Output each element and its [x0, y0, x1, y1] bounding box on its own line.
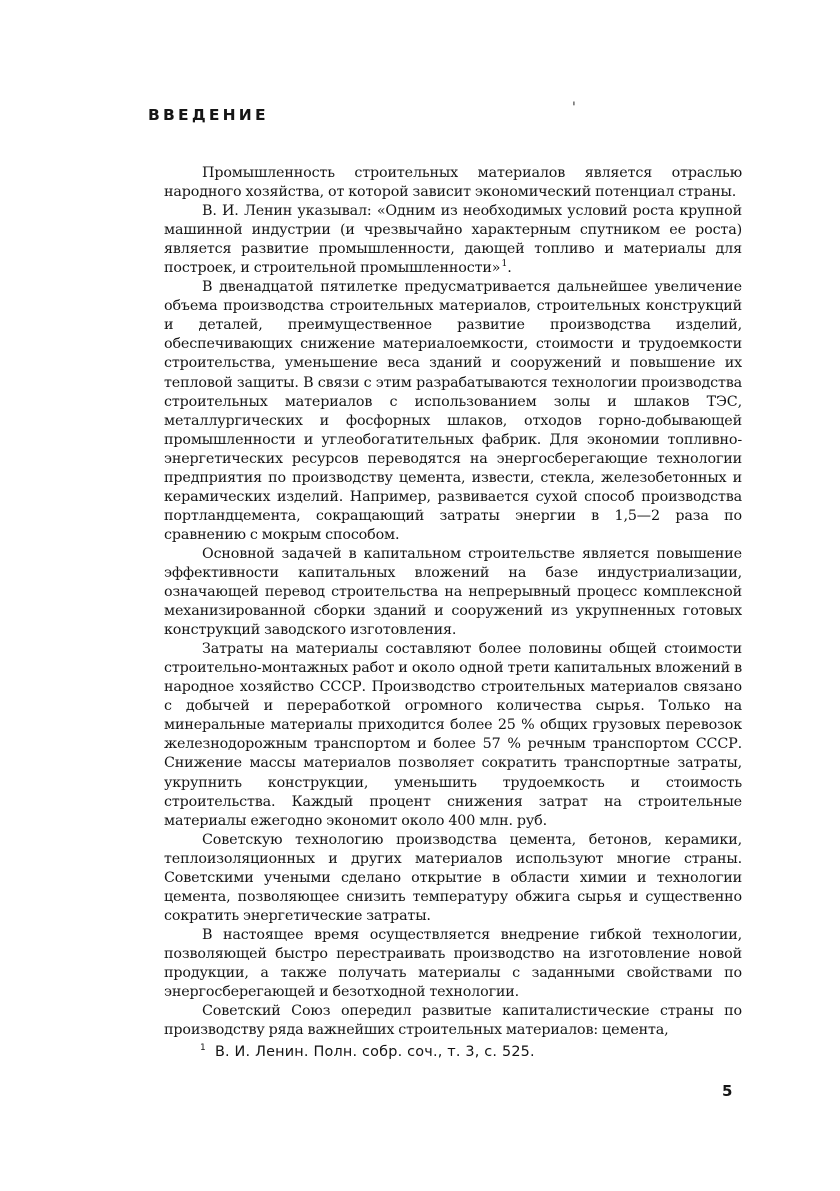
footnote-marker: 1 — [200, 1043, 206, 1053]
paragraph-4: Основной задачей в капитальном строительстве является повышение эффективности капитальных вложений на базе индустриализации, означающей перевод строительства на непрерывный процесс комплексной механизированной сборки зданий и сооружений из укрупненных готовых конструкций заводского изготовления. — [164, 545, 742, 639]
footnote-reference: 1 — [501, 258, 508, 270]
section-heading: ВВЕДЕНИЕ — [148, 106, 269, 124]
stray-mark: ' — [572, 100, 576, 116]
footnote-text: В. И. Ленин. Полн. собр. соч., т. 3, с. 525. — [214, 1043, 535, 1060]
footnote — [200, 1043, 535, 1060]
paragraph-2: В. И. Ленин указывал: «Одним из необходимых условий роста крупной машинной индустрии (и чрезвычайно характерным спутником ее роста) является развитие промышленности, дающей топливо и материалы для построек, и строительной промышленности»$^1$. — [164, 203, 742, 277]
paragraph-3: В двенадцатой пятилетке предусматривается дальнейшее увеличение объема производства строительных материалов, строительных конструкций и деталей, преимущественное развитие производства изделий, обеспечивающих снижение материалоемкости, стоимости и трудоемкости строительства, уменьшение веса зданий и сооружений и повышение их тепловой защиты. В связи с этим разрабатываются технологии производства строительных материалов с использованием золы и шлаков ТЭС, металлургических и фосфорных шлаков, отходов горно-добывающей промышленности и углеобогатительных фабрик. Для экономии топливно-энергетических ресурсов переводятся на энергосберегающие технологии предприятия по производству цемента, извести, стекла, железобетонных и керамических изделий. Например, развивается сухой способ производства портландцемента, сокращающий затраты энергии в 1,5—2 раза по сравнению с мокрым способом. — [164, 279, 742, 543]
paragraph-6: Советскую технологию производства цемента, бетонов, керамики, теплоизоляционных и других материалов используют многие страны. Советскими учеными сделано открытие в области химии и технологии цемента, позволяющее снизить температуру обжига сырья и существенно сократить энергетические затраты. — [164, 831, 742, 924]
paragraph-8: Советский Союз опередил развитые капиталистические страны по производству ряда важнейших строительных материалов: цемента, — [164, 1003, 742, 1039]
paragraph-5: Затраты на материалы составляют более половины общей стоимости строительно-монтажных работ и около одной трети капитальных вложений в народное хозяйство СССР. Производство строительных материалов связано с добычей и переработкой огромного количества сырья. Только на минеральные материалы приходится более 25 % общих грузовых перевозок железнодорожным транспортом и более 57 % речным транспортом СССР. Снижение массы материалов позволяет сократить транспортные затраты, укрупнить конструкции, уменьшить трудоемкость и стоимость строительства. Каждый процент снижения затрат на строительные материалы ежегодно экономит около 400 млн. руб. — [164, 641, 742, 829]
paragraph-7: В настоящее время осуществляется внедрение гибкой технологии, позволяющей быстро перестраивать производство на изготовление новой продукции, а также получать материалы с заданными свойствами по энергосберегающей и безотходной технологии. — [164, 926, 742, 1001]
lenin-quote: В. И. Ленин указывал: «Одним из необходимых условий роста крупной машинной индустрии (и чрезвычайно характерным спутником ее роста) является развитие промышленности, дающей топливо и материалы для построек, и строительной промышленности» — [164, 203, 742, 277]
page-number: 5 — [722, 1082, 733, 1100]
body-text — [164, 164, 742, 1040]
paragraph-1: Промышленность строительных материалов является отраслью народного хозяйства, от которой зависит экономический потенциал страны. — [164, 165, 742, 201]
